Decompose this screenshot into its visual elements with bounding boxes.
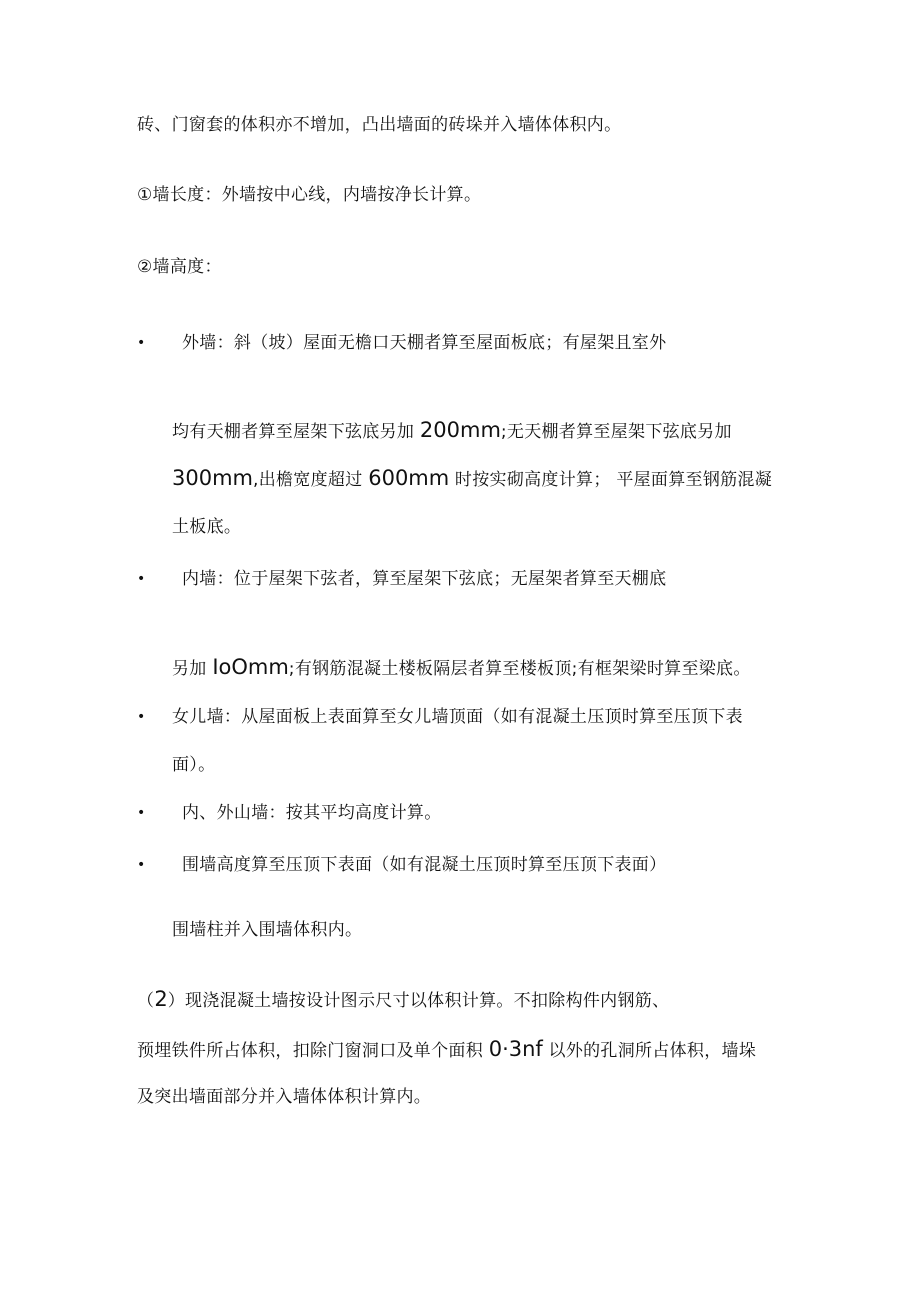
text-run: 以外的孔洞所占体积，墙垛 [542, 1041, 757, 1061]
text-run: ;有钢筋混凝土楼板隔层者算至楼板顶;有框架梁时算至梁底。 [288, 659, 751, 679]
paragraph-line: 面）。 [172, 755, 216, 775]
paragraph-line [172, 418, 732, 444]
text-run: ）现浇混凝土墙按设计图示尺寸以体积计算。不扣除构件内钢筋、 [167, 991, 670, 1011]
list-item-text: 围墙高度算至压顶下表面（如有混凝土压顶时算至压顶下表面） [182, 855, 667, 875]
paragraph-line: 砖、门窗套的体积亦不增加，凸出墙面的砖垛并入墙体体积内。 [137, 115, 622, 135]
bullet-marker: • [137, 857, 146, 873]
paragraph-line [137, 987, 669, 1013]
text-run: ,出檐宽度超过 [253, 470, 369, 490]
text-run: IoOmm [212, 655, 289, 679]
text-run: 均有天棚者算至屋架下弦底另加 [172, 422, 420, 442]
bullet-marker: • [137, 709, 146, 725]
paragraph-line: ②墙高度： [137, 257, 222, 277]
paragraph-line: 围墙柱并入围墙体积内。 [172, 920, 363, 940]
paragraph-line: 及突出墙面部分并入墙体体积计算内。 [137, 1087, 432, 1107]
text-run: 200mm [419, 418, 501, 442]
text-run: 另加 [172, 659, 213, 679]
bullet-marker: • [137, 805, 146, 821]
paragraph-line [172, 655, 751, 681]
list-item-text: 内、外山墙：按其平均高度计算。 [182, 803, 442, 823]
paragraph-line [172, 466, 772, 492]
paragraph-line: 土板底。 [172, 517, 242, 537]
list-item-text: 外墙：斜（坡）屋面无檐口天棚者算至屋面板底；有屋架且室外 [182, 333, 667, 353]
text-run: 600mm [368, 466, 450, 490]
text-run: ;无天棚者算至屋架下弦底另加 [500, 422, 732, 442]
paragraph-line: ①墙长度：外墙按中心线，内墙按净长计算。 [137, 185, 482, 205]
bullet-marker: • [137, 571, 146, 587]
text-run: 时按实砌高度计算； 平屋面算至钢筋混凝 [449, 470, 773, 490]
text-run: 300mm [172, 466, 253, 490]
list-item-text: 女儿墙：从屋面板上表面算至女儿墙顶面（如有混凝土压顶时算至压顶下表 [172, 707, 743, 727]
paragraph-line [137, 1037, 756, 1063]
text-run: 预埋铁件所占体积，扣除门窗洞口及单个面积 [137, 1041, 489, 1061]
text-run: （ [137, 991, 155, 1011]
text-run: 2 [154, 987, 168, 1011]
bullet-marker: • [137, 335, 146, 351]
text-run: 0·3nf [488, 1037, 543, 1061]
list-item-text: 内墙：位于屋架下弦者，算至屋架下弦底；无屋架者算至天棚底 [182, 569, 667, 589]
